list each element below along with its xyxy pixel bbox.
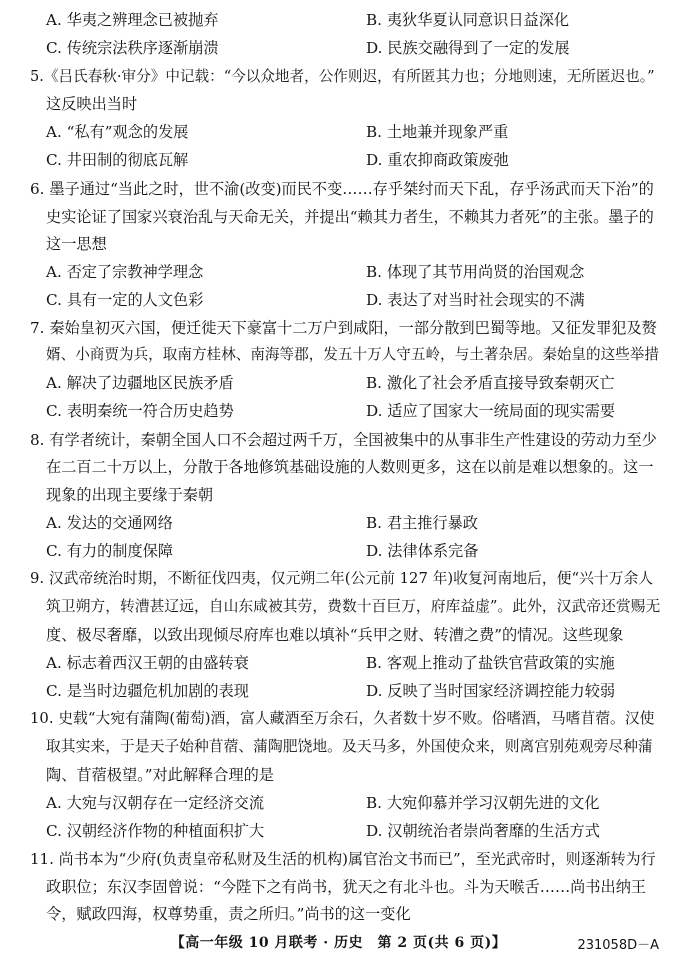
q10-stem-line-2: 取其实来，于是天子始种苜蓿、蒲陶肥饶地。及天马多，外国使众来，则离宫别苑观旁尽种蒲 [46, 738, 653, 755]
q9-option-a: A. 标志着西汉王朝的由盛转衰 [46, 654, 249, 672]
page-footer-title: 【高一年级 10 月联考 · 历史 第 2 页(共 6 页)】 [170, 935, 507, 951]
q8-option-a: A. 发达的交通网络 [46, 514, 173, 532]
q9-stem-line-2: 筑卫朔方，转漕甚辽远，自山东咸被其劳，费数十百巨万，府库益虚”。此外，汉武帝还赏赐无 [46, 598, 661, 615]
q6-option-b: B. 体现了其节用尚贤的治国观念 [366, 263, 585, 281]
q8-stem-line-2: 在二百二十万以上，分散于各地修筑基础设施的人数则更多，这在以前是难以想象的。这一 [46, 458, 654, 476]
q7-option-b: B. 激化了社会矛盾直接导致秦朝灭亡 [366, 374, 615, 392]
q5-stem-line-1: 5.《吕氏春秋·审分》中记载：“今以众地者，公作则迟，有所匿其力也；分地则速，无所匿迟也。” [30, 68, 655, 85]
q11-stem-line-3: 令，赋政四海，权尊势重，责之所归。”尚书的这一变化 [46, 905, 411, 923]
q4-option-a: A. 华夷之辨理念已被抛弃 [46, 11, 219, 29]
q6-stem-line-2: 史实论证了国家兴衰治乱与天命无关，并提出“赖其力者生，不赖其力者死”的主张。墨子的 [46, 208, 654, 226]
q10-option-c: C. 汉朝经济作物的种植面积扩大 [46, 822, 265, 840]
q6-stem-line-3: 这一思想 [46, 235, 107, 253]
q7-option-c: C. 表明秦统一符合历史趋势 [46, 402, 234, 420]
q7-stem-line-2: 婿、小商贾为兵，取南方桂林、南海等郡，发五十万人守五岭，与土著杂居。秦始皇的这些举措 [46, 346, 659, 363]
q9-option-d: D. 反映了当时国家经济调控能力较弱 [366, 682, 616, 700]
q6-option-c: C. 具有一定的人文色彩 [46, 291, 204, 309]
q6-stem-line-1: 6. 墨子通过“当此之时，世不渝(改变)而民不变……存乎桀纣而天下乱，存乎汤武而天下治”的 [30, 180, 654, 198]
q8-stem-line-3: 现象的出现主要缘于秦朝 [46, 486, 214, 504]
q7-option-a: A. 解决了边疆地区民族矛盾 [46, 374, 234, 392]
q10-option-a: A. 大宛与汉朝存在一定经济交流 [46, 794, 265, 812]
q5-option-b: B. 土地兼并现象严重 [366, 123, 509, 141]
q5-option-c: C. 井田制的彻底瓦解 [46, 151, 189, 169]
q5-stem-line-2: 这反映出当时 [46, 95, 138, 113]
q5-option-d: D. 重农抑商政策废弛 [366, 151, 509, 169]
q10-stem-line-1: 10. 史载“大宛有蒲陶(葡萄)酒，富人藏酒至万余石，久者数十岁不败。俗嗜酒，马嗜苜蓿。汉使 [30, 710, 655, 727]
q11-stem-line-1: 11. 尚书本为“少府(负责皇帝私财及生活的机构)属官治文书而已”，至光武帝时，则逐渐转为行 [30, 850, 656, 868]
q4-option-d: D. 民族交融得到了一定的发展 [366, 39, 570, 57]
q10-stem-line-3: 陶、苜蓿极望。”对此解释合理的是 [46, 766, 274, 784]
q9-stem-line-1: 9. 汉武帝统治时期，不断征伐四夷，仅元朔二年(公元前 127 年)收复河南地后，便“兴十万余人 [30, 570, 654, 587]
q8-option-d: D. 法律体系完备 [366, 542, 479, 560]
page-footer-code: 231058D－A [577, 938, 659, 953]
q4-option-b: B. 夷狄华夏认同意识日益深化 [366, 11, 570, 29]
q6-option-d: D. 表达了对当时社会现实的不满 [366, 291, 585, 309]
q4-option-c: C. 传统宗法秩序逐渐崩溃 [46, 39, 219, 57]
q6-option-a: A. 否定了宗教神学理念 [46, 263, 204, 281]
q5-option-a: A. “私有”观念的发展 [46, 123, 189, 141]
q10-option-d: D. 汉朝统治者崇尚奢靡的生活方式 [366, 822, 600, 840]
q7-stem-line-1: 7. 秦始皇初灭六国，便迁徙天下豪富十二万户到咸阳，一部分散到巴蜀等地。又征发罪犯及赘 [30, 319, 657, 337]
q9-stem-line-3: 度、极尽奢靡，以致出现倾尽府库也难以填补“兵甲之财、转漕之费”的情况。这些现象 [46, 626, 624, 644]
q7-option-d: D. 适应了国家大一统局面的现实需要 [366, 402, 616, 420]
q8-stem-line-1: 8. 有学者统计，秦朝全国人口不会超过两千万，全国被集中的从事非生产性建设的劳动力至少 [30, 431, 657, 449]
q9-option-c: C. 是当时边疆危机加剧的表现 [46, 682, 249, 700]
q11-stem-line-2: 政职位；东汉李固曾说：“今陛下之有尚书，犹天之有北斗也。斗为天喉舌……尚书出纳王 [46, 878, 647, 896]
q8-option-c: C. 有力的制度保障 [46, 542, 174, 560]
q9-option-b: B. 客观上推动了盐铁官营政策的实施 [366, 654, 615, 672]
q8-option-b: B. 君主推行暴政 [366, 514, 478, 532]
q10-option-b: B. 大宛仰慕并学习汉朝先进的文化 [366, 794, 600, 812]
